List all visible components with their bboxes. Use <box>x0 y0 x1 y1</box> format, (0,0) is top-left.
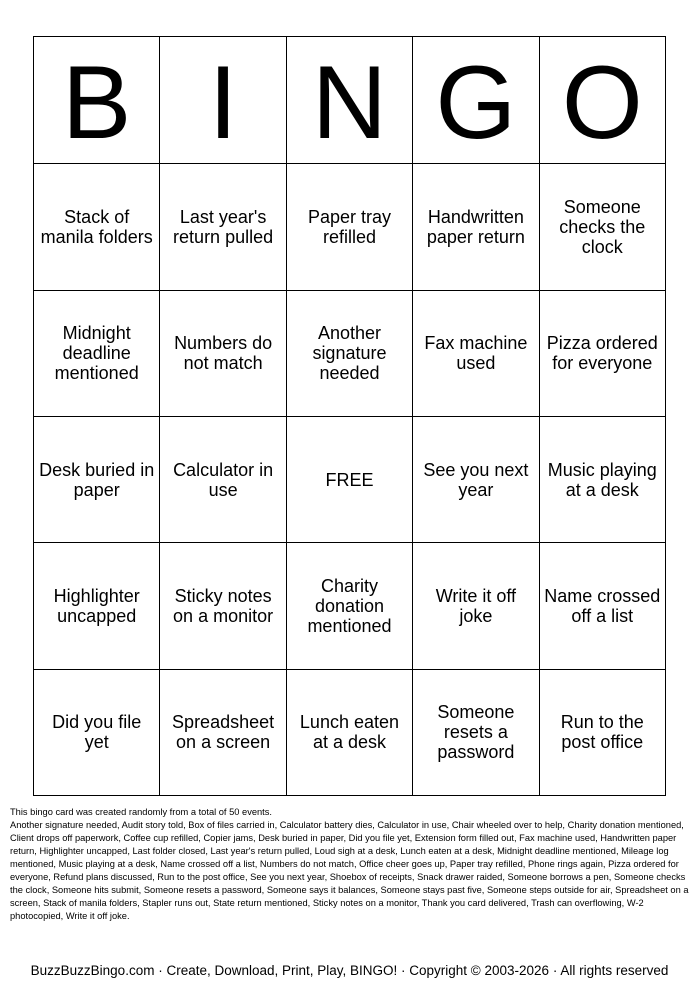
bingo-cell: Run to the post office <box>539 669 665 795</box>
bingo-cell: Paper tray refilled <box>286 164 412 290</box>
bingo-row-2 <box>34 290 666 416</box>
card-footnote <box>10 806 690 923</box>
bingo-cell: See you next year <box>413 416 539 542</box>
bingo-cell: Last year's return pulled <box>160 164 286 290</box>
bingo-cell: Handwritten paper return <box>413 164 539 290</box>
bingo-cell: Midnight deadline mentioned <box>34 290 160 416</box>
bingo-cell: Pizza ordered for everyone <box>539 290 665 416</box>
bingo-cell: Numbers do not match <box>160 290 286 416</box>
bingo-cell: Calculator in use <box>160 416 286 542</box>
bingo-header-row <box>34 37 666 164</box>
bingo-cell: Write it off joke <box>413 543 539 669</box>
header-letter-o: O <box>539 37 665 164</box>
bingo-cell: Did you file yet <box>34 669 160 795</box>
bingo-cell: Charity donation mentioned <box>286 543 412 669</box>
bingo-row-3 <box>34 416 666 542</box>
footnote-event-list: Another signature needed, Audit story told, Box of files carried in, Calculator battery dies, Calculator in use, Chair wheeled over to help, Charity donation mentioned, Client drops off paperwork, Coffee cup refilled, Copier jams, Desk buried in paper, Did you file yet, Extension form filled out, Fax machine used, Handwritten paper return, Highlighter uncapped, Last folder closed, Last year's return pulled, Loud sigh at a desk, Lunch eaten at a desk, Midnight deadline mentioned, Mileage log mentioned, Music playing at a desk, Name crossed off a list, Numbers do not match, Office cheer goes up, Paper tray refilled, Phone rings again, Pizza ordered for everyone, Refund plans discussed, Run to the post office, See you next year, Shoebox of receipts, Snack drawer raided, Someone borrows a pen, Someone checks the clock, Someone hits submit, Someone resets a password, Someone says it balances, Someone stays past five, Someone steps outside for air, Spreadsheet on a screen, Stack of manila folders, Stapler runs out, State return mentioned, Sticky notes on a monitor, Thank you card delivered, Trash can overflowing, W-2 photocopied, Write it off joke. <box>10 820 689 921</box>
bingo-row-5 <box>34 669 666 795</box>
header-letter-i: I <box>160 37 286 164</box>
bingo-cell: Music playing at a desk <box>539 416 665 542</box>
bingo-cell: Name crossed off a list <box>539 543 665 669</box>
header-letter-b: B <box>34 37 160 164</box>
header-letter-n: N <box>286 37 412 164</box>
header-letter-g: G <box>413 37 539 164</box>
free-space-cell: FREE <box>286 416 412 542</box>
page-footer: BuzzBuzzBingo.com · Create, Download, Print, Play, BINGO! · Copyright © 2003-2026 · All rights reserved <box>30 963 669 978</box>
bingo-row-4 <box>34 543 666 669</box>
bingo-row-1 <box>34 164 666 290</box>
bingo-cell: Someone checks the clock <box>539 164 665 290</box>
bingo-cell: Lunch eaten at a desk <box>286 669 412 795</box>
footnote-intro: This bingo card was created randomly from a total of 50 events. <box>10 807 272 817</box>
bingo-card <box>33 36 666 796</box>
bingo-cell: Someone resets a password <box>413 669 539 795</box>
bingo-cell: Desk buried in paper <box>34 416 160 542</box>
bingo-cell: Stack of manila folders <box>34 164 160 290</box>
bingo-cell: Highlighter uncapped <box>34 543 160 669</box>
bingo-cell: Spreadsheet on a screen <box>160 669 286 795</box>
bingo-cell: Fax machine used <box>413 290 539 416</box>
bingo-cell: Sticky notes on a monitor <box>160 543 286 669</box>
bingo-cell: Another signature needed <box>286 290 412 416</box>
